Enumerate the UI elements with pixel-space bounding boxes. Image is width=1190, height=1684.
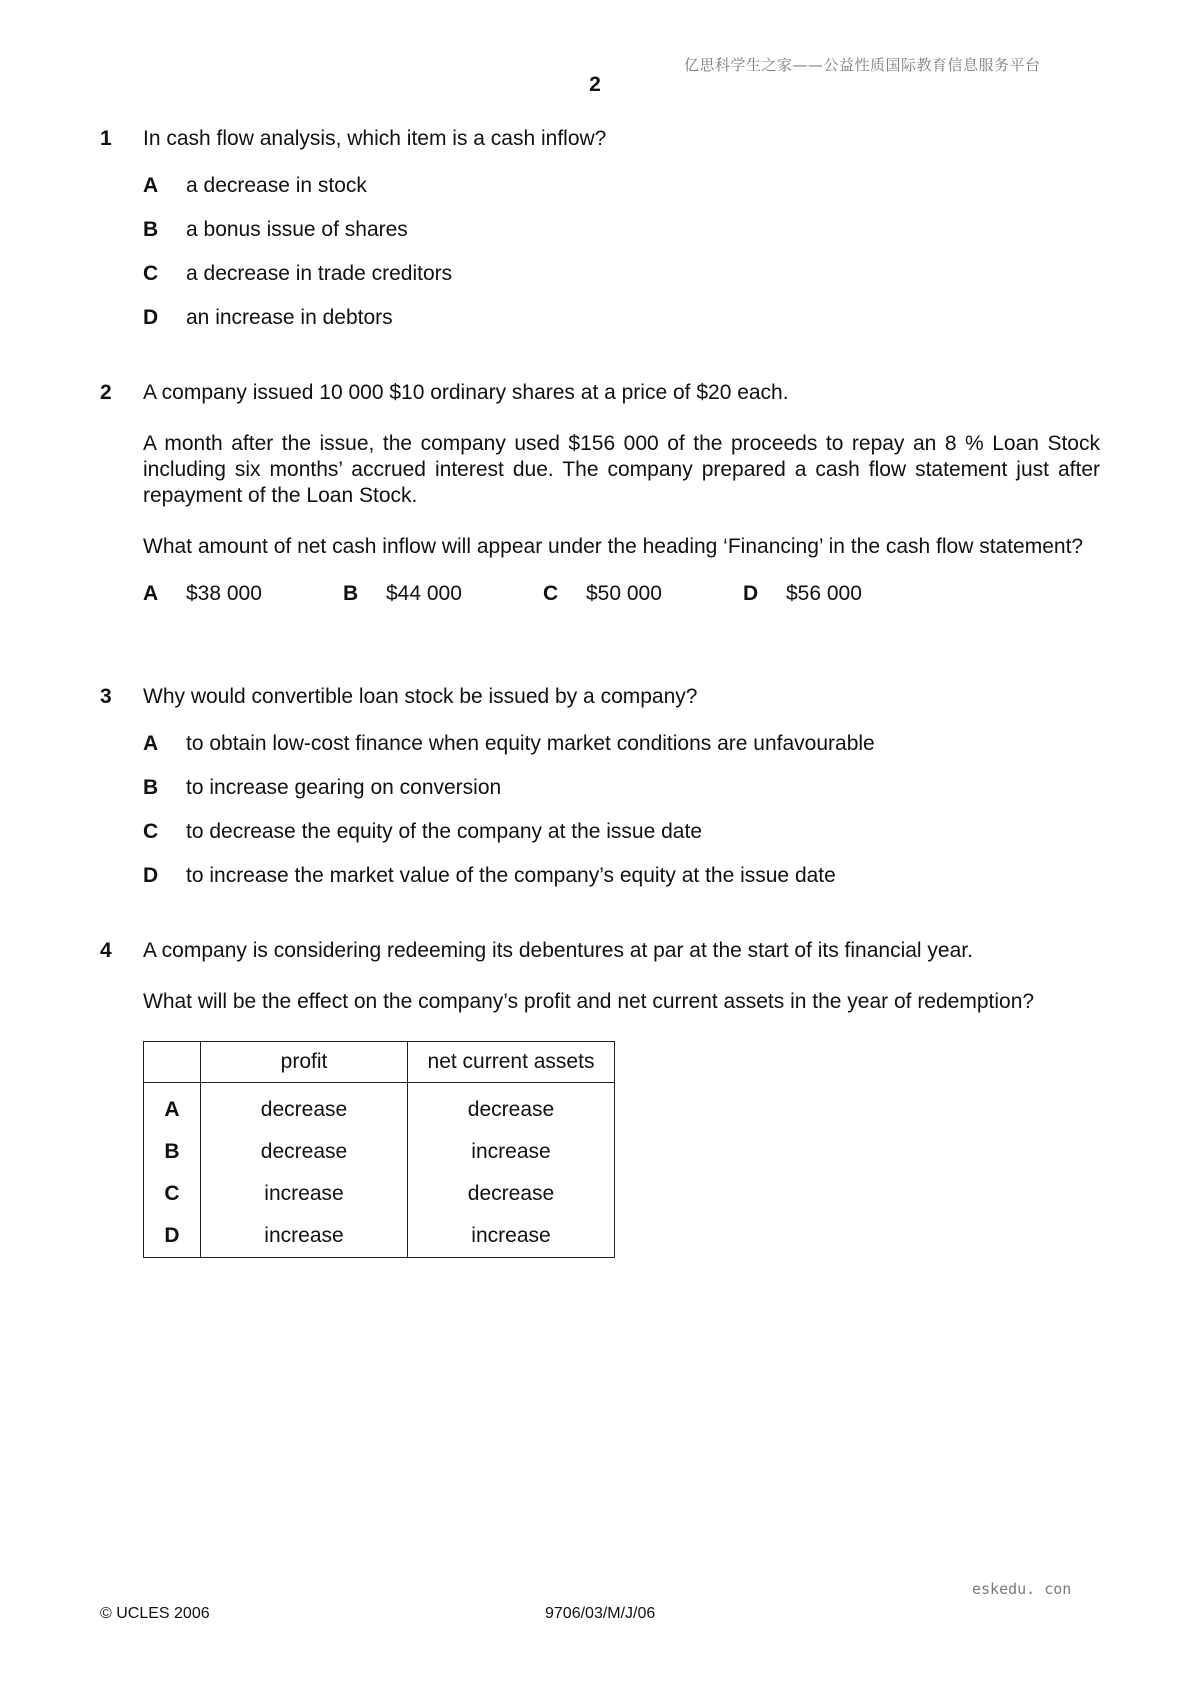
row-net-current-assets: decrease bbox=[408, 1173, 615, 1215]
option-letter: C bbox=[543, 582, 559, 605]
option-text: to increase gearing on conversion bbox=[186, 776, 502, 799]
option-c bbox=[143, 819, 1100, 845]
row-net-current-assets: decrease bbox=[408, 1083, 615, 1132]
option-letter: D bbox=[143, 306, 159, 329]
option-letter: D bbox=[143, 864, 159, 887]
option-text: $56 000 bbox=[786, 582, 862, 605]
option-letter: C bbox=[143, 820, 159, 843]
row-net-current-assets: increase bbox=[408, 1131, 615, 1173]
table-row bbox=[144, 1173, 615, 1215]
question-text: What will be the effect on the company’s profit and net current assets in the year of redemption? bbox=[143, 990, 1035, 1013]
table-row bbox=[144, 1083, 615, 1132]
table-row bbox=[144, 1215, 615, 1258]
footer-watermark: eskedu. con bbox=[972, 1580, 1072, 1598]
option-text: to obtain low-cost finance when equity market conditions are unfavourable bbox=[186, 732, 875, 755]
header-watermark: 亿思科学生之家——公益性质国际教育信息服务平台 bbox=[684, 56, 1041, 74]
option-text: an increase in debtors bbox=[186, 306, 393, 329]
question-text: A company is considering redeeming its debentures at par at the start of its financial year. bbox=[143, 939, 973, 962]
option-letter: A bbox=[143, 582, 159, 605]
option-c bbox=[143, 261, 1100, 287]
table-header-row bbox=[144, 1042, 615, 1083]
row-letter: A bbox=[144, 1083, 201, 1132]
footer-paper-code: 9706/03/M/J/06 bbox=[545, 1605, 656, 1622]
table-header-blank bbox=[144, 1042, 201, 1083]
option-d bbox=[143, 863, 1100, 889]
row-profit: decrease bbox=[201, 1083, 408, 1132]
option-text: to increase the market value of the company’s equity at the issue date bbox=[186, 864, 836, 887]
option-letter: A bbox=[143, 174, 159, 197]
row-profit: increase bbox=[201, 1173, 408, 1215]
question-number: 4 bbox=[100, 939, 112, 962]
option-c bbox=[543, 581, 662, 607]
table-header-net-current-assets: net current assets bbox=[408, 1042, 615, 1083]
question-1 bbox=[100, 126, 1100, 349]
question-2 bbox=[100, 380, 1100, 607]
question-text: In cash flow analysis, which item is a cash inflow? bbox=[143, 127, 607, 150]
row-net-current-assets: increase bbox=[408, 1215, 615, 1258]
option-letter: A bbox=[143, 732, 159, 755]
row-letter: C bbox=[144, 1173, 201, 1215]
option-letter: D bbox=[743, 582, 759, 605]
row-profit: decrease bbox=[201, 1131, 408, 1173]
row-letter: B bbox=[144, 1131, 201, 1173]
option-d bbox=[143, 305, 1100, 331]
option-a bbox=[143, 173, 1100, 199]
page-number: 2 bbox=[589, 73, 601, 96]
question-text: A company issued 10 000 $10 ordinary shares at a price of $20 each. bbox=[143, 381, 789, 404]
option-b bbox=[343, 581, 462, 607]
question-text: Why would convertible loan stock be issued by a company? bbox=[143, 685, 698, 708]
row-profit: increase bbox=[201, 1215, 408, 1258]
option-text: to decrease the equity of the company at the issue date bbox=[186, 820, 702, 843]
option-letter: B bbox=[143, 218, 159, 241]
option-text: a decrease in trade creditors bbox=[186, 262, 453, 285]
options-row bbox=[143, 581, 1100, 607]
question-text: What amount of net cash inflow will appear under the heading ‘Financing’ in the cash flow statement? bbox=[143, 535, 1084, 558]
answer-table bbox=[143, 1041, 615, 1258]
table-header-profit: profit bbox=[201, 1042, 408, 1083]
option-b bbox=[143, 775, 1100, 801]
option-letter: B bbox=[143, 776, 159, 799]
footer-copyright: © UCLES 2006 bbox=[100, 1605, 210, 1622]
option-b bbox=[143, 217, 1100, 243]
option-text: a decrease in stock bbox=[186, 174, 367, 197]
option-a bbox=[143, 731, 1100, 757]
row-letter: D bbox=[144, 1215, 201, 1258]
option-d bbox=[743, 581, 862, 607]
question-4 bbox=[100, 938, 1100, 1015]
question-text: A month after the issue, the company used $156 000 of the proceeds to repay an 8 % Loan Stock including six months’ accrued interest due. The company prepared a cash flow statement just after repayment of the Loan Stock. bbox=[143, 432, 1100, 507]
table-row bbox=[144, 1131, 615, 1173]
question-number: 3 bbox=[100, 685, 112, 708]
option-letter: B bbox=[343, 582, 359, 605]
option-text: a bonus issue of shares bbox=[186, 218, 408, 241]
option-a bbox=[143, 581, 262, 607]
question-3 bbox=[100, 684, 1100, 907]
option-text: $38 000 bbox=[186, 582, 262, 605]
option-letter: C bbox=[143, 262, 159, 285]
option-text: $50 000 bbox=[586, 582, 662, 605]
question-number: 2 bbox=[100, 381, 112, 404]
question-number: 1 bbox=[100, 127, 112, 150]
option-text: $44 000 bbox=[386, 582, 462, 605]
